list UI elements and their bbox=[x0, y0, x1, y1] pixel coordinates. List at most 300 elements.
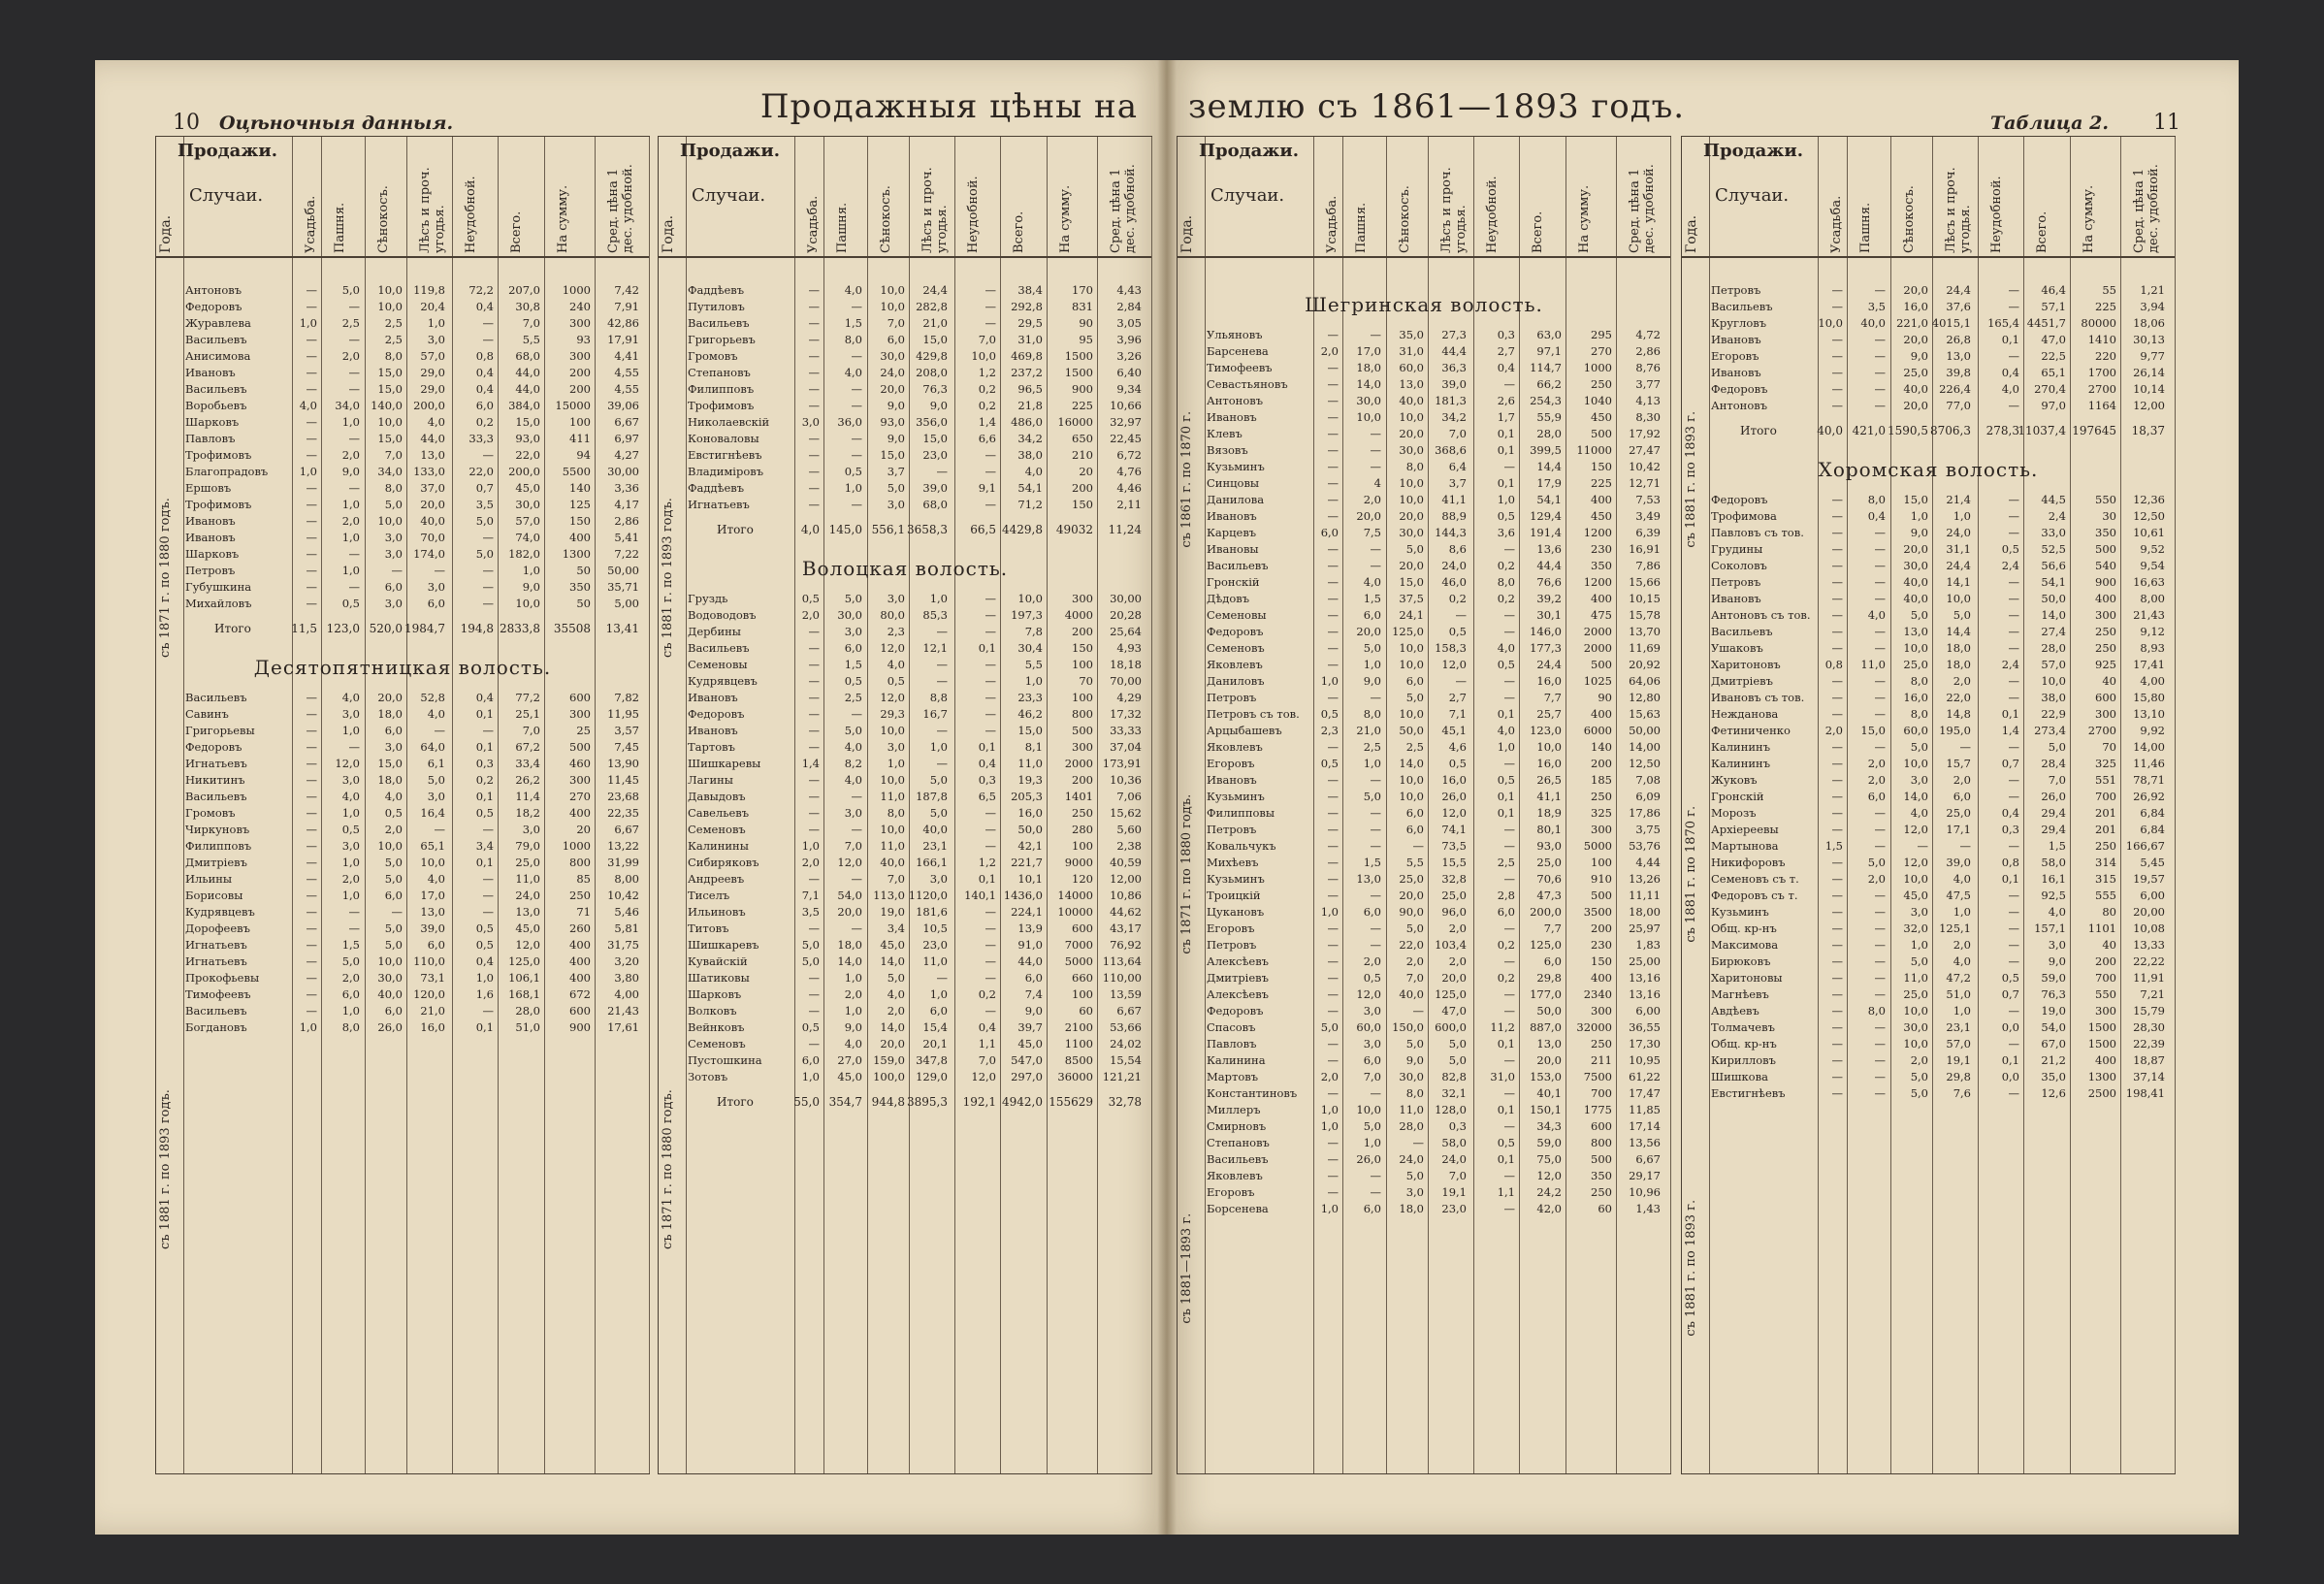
cell-value: 146,0 bbox=[1530, 625, 1562, 638]
period-label: съ 1881 г. по 1893 г. bbox=[1684, 1200, 1698, 1338]
cell-value: 282,8 bbox=[916, 300, 948, 313]
cell-value: — bbox=[1327, 592, 1339, 605]
cell-value: 5000 bbox=[1064, 954, 1093, 968]
cell-value: 600,0 bbox=[1435, 1020, 1467, 1034]
cell-value: 1200 bbox=[1583, 526, 1612, 539]
cell-value: 1,0 bbox=[1497, 493, 1515, 506]
total-value: 32,78 bbox=[1108, 1095, 1142, 1109]
table-row bbox=[156, 690, 649, 706]
case-name: Севастьяновъ bbox=[1207, 377, 1288, 391]
cell-value: 1,0 bbox=[844, 481, 862, 495]
cell-value: 6,0 bbox=[384, 889, 403, 902]
table-row bbox=[1682, 789, 2175, 805]
cell-value: 10,0 bbox=[1356, 410, 1381, 424]
cell-value: 15,0 bbox=[922, 333, 948, 346]
table-row bbox=[1682, 1069, 2175, 1085]
cell-value: — bbox=[1874, 674, 1886, 688]
cell-value: 300 bbox=[1591, 823, 1612, 836]
table-row bbox=[156, 739, 649, 756]
cell-value: 68,0 bbox=[922, 498, 948, 511]
cell-value: — bbox=[1874, 938, 1886, 952]
cell-value: 4,00 bbox=[614, 987, 639, 1001]
cell-value: 74,1 bbox=[1441, 823, 1467, 836]
cell-value: 0,4 bbox=[475, 382, 494, 396]
cell-value: 5,41 bbox=[614, 531, 639, 544]
case-name: Егоровъ bbox=[1207, 921, 1255, 935]
cell-value: 555 bbox=[2095, 889, 2116, 902]
cell-value: 77,0 bbox=[1946, 399, 1971, 412]
cell-value: 82,8 bbox=[1441, 1070, 1467, 1083]
cell-value: 550 bbox=[2095, 493, 2116, 506]
cell-value: — bbox=[1874, 1086, 1886, 1100]
cell-value: 44,0 bbox=[515, 382, 540, 396]
table-row bbox=[156, 464, 649, 480]
cell-value: 40,0 bbox=[1399, 987, 1424, 1001]
table-row bbox=[156, 348, 649, 365]
cell-value: 0,2 bbox=[1497, 938, 1515, 952]
cell-value: 29,3 bbox=[880, 707, 905, 721]
cell-value: 1,4 bbox=[801, 757, 820, 770]
cell-value: 6000 bbox=[1583, 724, 1612, 737]
cell-value: — bbox=[808, 823, 820, 836]
cell-value: 76,6 bbox=[1536, 575, 1562, 589]
case-name: Калининъ bbox=[1711, 740, 1771, 754]
cell-value: 13,16 bbox=[1629, 971, 1661, 985]
cell-value: 0,7 bbox=[2001, 757, 2019, 770]
case-name: Шишкова bbox=[1711, 1070, 1768, 1083]
table-row bbox=[1178, 904, 1670, 921]
cell-value: 119,8 bbox=[413, 283, 445, 297]
cell-value: 1025 bbox=[1583, 674, 1612, 688]
cell-value: 3,4 bbox=[475, 839, 494, 853]
cell-value: — bbox=[348, 740, 360, 754]
cell-value: 181,6 bbox=[916, 905, 948, 919]
cell-value: 250 bbox=[2095, 625, 2116, 638]
cell-value: 12,0 bbox=[1536, 1169, 1562, 1182]
cell-value: — bbox=[1874, 806, 1886, 820]
cell-value: 2,7 bbox=[1448, 691, 1467, 704]
cell-value: — bbox=[1831, 1004, 1843, 1018]
cell-value: 150 bbox=[1072, 498, 1093, 511]
cell-value: 2,0 bbox=[1867, 757, 1886, 770]
cell-value: 250 bbox=[2095, 641, 2116, 655]
cases-heading: Случаи. bbox=[1210, 185, 1285, 206]
case-name: Губушкина bbox=[185, 580, 252, 594]
cell-value: 8,0 bbox=[1405, 1086, 1424, 1100]
case-name: Игнатьевъ bbox=[185, 954, 247, 968]
table-row bbox=[1178, 723, 1670, 739]
cell-value: — bbox=[306, 432, 317, 445]
cell-value: 0,1 bbox=[1497, 1103, 1515, 1116]
case-name: Никитинъ bbox=[185, 773, 245, 787]
cell-value: 40,0 bbox=[1903, 592, 1928, 605]
cell-value: 300 bbox=[569, 707, 591, 721]
cell-value: 200 bbox=[1072, 481, 1093, 495]
cell-value: 225 bbox=[1591, 476, 1612, 490]
table-row bbox=[1682, 525, 2175, 541]
case-name: Грудины bbox=[1711, 542, 1763, 556]
cell-value: 5,0 bbox=[1405, 1169, 1424, 1182]
cell-value: 221,7 bbox=[1011, 856, 1043, 869]
case-name: Ильиновъ bbox=[688, 905, 746, 919]
cell-value: 24,0 bbox=[1946, 526, 1971, 539]
cell-value: — bbox=[808, 971, 820, 985]
case-name: Павловъ bbox=[1207, 1037, 1257, 1051]
table-row bbox=[659, 970, 1151, 986]
cell-value: 30,0 bbox=[377, 971, 403, 985]
cell-value: 250 bbox=[1591, 1185, 1612, 1199]
table-row bbox=[659, 805, 1151, 822]
case-name: Владиміровъ bbox=[688, 465, 764, 478]
cell-value: 211 bbox=[1591, 1053, 1612, 1067]
cell-value: 29,0 bbox=[420, 366, 445, 379]
cell-value: 10,0 bbox=[377, 283, 403, 297]
table-row bbox=[659, 447, 1151, 464]
cell-value: — bbox=[434, 564, 445, 577]
period-label: съ 1871 г. по 1880 годъ. bbox=[661, 1089, 675, 1250]
cell-value: 15,0 bbox=[1860, 724, 1886, 737]
cell-value: 1,21 bbox=[2140, 283, 2165, 297]
cell-value: 2,0 bbox=[887, 1004, 905, 1018]
cell-value: — bbox=[1503, 1004, 1515, 1018]
cell-value: 67,0 bbox=[2041, 1037, 2066, 1051]
cell-value: 15,4 bbox=[922, 1020, 948, 1034]
cell-value: — bbox=[1455, 608, 1467, 622]
table-row bbox=[1682, 921, 2175, 937]
table-row bbox=[1178, 756, 1670, 772]
left-section-title: Оцѣночныя данныя. bbox=[219, 113, 454, 134]
cell-value: 500 bbox=[2095, 542, 2116, 556]
cell-value: 68,0 bbox=[515, 349, 540, 363]
cell-value: 91,0 bbox=[1017, 938, 1043, 952]
cell-value: 12,0 bbox=[837, 856, 862, 869]
cell-value: — bbox=[808, 300, 820, 313]
cell-value: — bbox=[306, 498, 317, 511]
cell-value: — bbox=[306, 757, 317, 770]
cell-value: 5,5 bbox=[1405, 856, 1424, 869]
cell-value: 113,64 bbox=[1102, 954, 1142, 968]
cell-value: — bbox=[1370, 823, 1381, 836]
cell-value: 16,0 bbox=[1903, 300, 1928, 313]
case-name: Толмачевъ bbox=[1711, 1020, 1775, 1034]
cell-value: 800 bbox=[1591, 1136, 1612, 1149]
cell-value: 5,0 bbox=[384, 938, 403, 952]
table-row bbox=[1178, 805, 1670, 822]
cases-heading: Случаи. bbox=[692, 185, 766, 206]
cell-value: — bbox=[1831, 856, 1843, 869]
table-row bbox=[1178, 409, 1670, 426]
cell-value: 2,0 bbox=[341, 872, 360, 886]
cell-value: — bbox=[984, 592, 996, 605]
cell-value: — bbox=[984, 674, 996, 688]
cell-value: 73,1 bbox=[420, 971, 445, 985]
cell-value: 15,0 bbox=[377, 366, 403, 379]
cell-value: 0,5 bbox=[2001, 971, 2019, 985]
case-name: Петровъ bbox=[1207, 691, 1257, 704]
cell-value: 45,0 bbox=[515, 481, 540, 495]
cell-value: 20,0 bbox=[420, 498, 445, 511]
case-name: Федоровъ bbox=[1711, 493, 1768, 506]
cell-value: — bbox=[1327, 921, 1339, 935]
cell-value: 85,3 bbox=[922, 608, 948, 622]
cell-value: 11,91 bbox=[2133, 971, 2165, 985]
cell-value: — bbox=[1327, 1136, 1339, 1149]
cell-value: 23,68 bbox=[607, 790, 639, 803]
cell-value: 0,8 bbox=[1824, 658, 1843, 671]
cell-value: — bbox=[1831, 300, 1843, 313]
cell-value: — bbox=[1327, 608, 1339, 622]
cell-value: 52,8 bbox=[420, 691, 445, 704]
table-row bbox=[156, 855, 649, 871]
cell-value: — bbox=[348, 580, 360, 594]
sales-heading: Продажи. bbox=[1199, 141, 1300, 161]
cell-value: 63,0 bbox=[1536, 328, 1562, 341]
case-name: Ивановъ bbox=[1711, 333, 1761, 346]
case-name: Павловъ bbox=[185, 432, 236, 445]
total-value: 944,8 bbox=[871, 1095, 905, 1109]
total-value: 11,24 bbox=[1108, 523, 1142, 536]
cell-value: 0,2 bbox=[978, 382, 996, 396]
cell-value: 0,5 bbox=[1497, 773, 1515, 787]
cell-value: 0,5 bbox=[1497, 658, 1515, 671]
case-name: Ивановъ bbox=[1207, 509, 1257, 523]
cell-value: 0,2 bbox=[1497, 592, 1515, 605]
cell-value: 3,0 bbox=[341, 707, 360, 721]
cell-value: 6,0 bbox=[1543, 954, 1562, 968]
cell-value: 70,00 bbox=[1110, 674, 1142, 688]
cell-value: 200 bbox=[2095, 954, 2116, 968]
cell-value: 20,92 bbox=[1629, 658, 1661, 671]
cell-value: 2,5 bbox=[1405, 740, 1424, 754]
cell-value: 6,0 bbox=[929, 1004, 948, 1018]
cell-value: 53,76 bbox=[1629, 839, 1661, 853]
cell-value: 10000 bbox=[1057, 905, 1093, 919]
table-row bbox=[156, 563, 649, 579]
cell-value: 14,00 bbox=[2133, 740, 2165, 754]
case-name: Евстигнѣевъ bbox=[688, 448, 762, 462]
cell-value: 0,2 bbox=[978, 399, 996, 412]
cell-value: — bbox=[1503, 872, 1515, 886]
volost-title: Десятопятницкая волость. bbox=[253, 656, 552, 679]
total-value: 55,0 bbox=[793, 1095, 820, 1109]
cell-value: 400 bbox=[1591, 707, 1612, 721]
cell-value: 10,0 bbox=[1017, 592, 1043, 605]
case-name: Калинина bbox=[1207, 1053, 1266, 1067]
cell-value: 1120,0 bbox=[908, 889, 948, 902]
cell-value: 16,91 bbox=[1629, 542, 1661, 556]
cell-value: 51,0 bbox=[515, 1020, 540, 1034]
cell-value: 0,4 bbox=[2001, 366, 2019, 379]
cell-value: 7,0 bbox=[1405, 971, 1424, 985]
table-row bbox=[156, 513, 649, 530]
case-name: Шарковъ bbox=[185, 547, 240, 561]
cell-value: 6,39 bbox=[1635, 526, 1661, 539]
cell-value: 106,1 bbox=[508, 971, 540, 985]
table-row bbox=[1682, 381, 2175, 398]
cell-value: 10,0 bbox=[1399, 773, 1424, 787]
cell-value: 3,96 bbox=[1116, 333, 1142, 346]
total-value: 278,3 bbox=[1985, 424, 2019, 437]
table-row bbox=[1682, 756, 2175, 772]
cell-value: — bbox=[1831, 905, 1843, 919]
total-value: 123,0 bbox=[326, 622, 360, 635]
cell-value: 125,0 bbox=[1435, 987, 1467, 1001]
cell-value: — bbox=[482, 597, 494, 610]
cell-value: 93 bbox=[576, 333, 591, 346]
cell-value: — bbox=[1370, 559, 1381, 572]
cell-value: 41,1 bbox=[1536, 790, 1562, 803]
cell-value: — bbox=[984, 806, 996, 820]
cell-value: 250 bbox=[1591, 790, 1612, 803]
cell-value: — bbox=[1327, 790, 1339, 803]
table-row bbox=[659, 315, 1151, 332]
cell-value: 0,1 bbox=[1497, 443, 1515, 457]
cell-value: 7,45 bbox=[614, 740, 639, 754]
case-name: Петровъ bbox=[1207, 938, 1257, 952]
cell-value: 153,0 bbox=[1530, 1070, 1562, 1083]
table-row bbox=[1682, 838, 2175, 855]
cell-value: 33,33 bbox=[1110, 724, 1142, 737]
cell-value: 17,47 bbox=[1629, 1086, 1661, 1100]
cell-value: 32,0 bbox=[1903, 921, 1928, 935]
table-row bbox=[1178, 607, 1670, 624]
case-name: Антоновъ съ тов. bbox=[1711, 608, 1811, 622]
table-row bbox=[156, 706, 649, 723]
cell-value: 25,1 bbox=[515, 707, 540, 721]
cell-value: 14,8 bbox=[1946, 707, 1971, 721]
cell-value: 47,0 bbox=[1441, 1004, 1467, 1018]
cell-value: — bbox=[2008, 921, 2019, 935]
cell-value: 22,45 bbox=[1110, 432, 1142, 445]
cell-value: 0,5 bbox=[2001, 542, 2019, 556]
case-name: Васильевъ bbox=[1711, 625, 1773, 638]
cell-value: 0,1 bbox=[978, 872, 996, 886]
case-name: Тимофеевъ bbox=[185, 987, 251, 1001]
table-row bbox=[659, 381, 1151, 398]
cell-value: 0,4 bbox=[475, 954, 494, 968]
cell-value: — bbox=[2008, 399, 2019, 412]
table-row bbox=[659, 1052, 1151, 1069]
cell-value: 3,0 bbox=[384, 531, 403, 544]
cell-value: 2,8 bbox=[1497, 889, 1515, 902]
cell-value: 2,0 bbox=[341, 349, 360, 363]
cell-value: — bbox=[1831, 823, 1843, 836]
cell-value: 92,5 bbox=[2041, 889, 2066, 902]
cell-value: 15,79 bbox=[2133, 1004, 2165, 1018]
cell-value: — bbox=[808, 724, 820, 737]
cell-value: 18,87 bbox=[2133, 1053, 2165, 1067]
cell-value: 250 bbox=[1591, 377, 1612, 391]
cell-value: 200,0 bbox=[508, 465, 540, 478]
cell-value: — bbox=[306, 415, 317, 429]
table-row bbox=[1178, 558, 1670, 574]
cell-value: — bbox=[984, 608, 996, 622]
cell-value: 1300 bbox=[2087, 1070, 2116, 1083]
case-name: Евстигнѣевъ bbox=[1711, 1086, 1786, 1100]
cell-value: 0,1 bbox=[1497, 1152, 1515, 1166]
cell-value: 45,0 bbox=[880, 938, 905, 952]
cell-value: 5,0 bbox=[1448, 1053, 1467, 1067]
table-row bbox=[659, 640, 1151, 657]
table-row bbox=[659, 282, 1151, 299]
cell-value: 292,8 bbox=[1011, 300, 1043, 313]
cell-value: 1,6 bbox=[475, 987, 494, 1001]
right-running-head bbox=[1990, 111, 2180, 135]
cell-value: 4,0 bbox=[887, 987, 905, 1001]
cell-value: 20,0 bbox=[1903, 333, 1928, 346]
cell-value: — bbox=[1831, 1086, 1843, 1100]
cell-value: 4,29 bbox=[1116, 691, 1142, 704]
cell-value: 11,2 bbox=[1490, 1020, 1515, 1034]
cell-value: 110,0 bbox=[413, 954, 445, 968]
cell-value: — bbox=[1327, 427, 1339, 440]
cell-value: 57,0 bbox=[2041, 658, 2066, 671]
cell-value: 1,0 bbox=[299, 465, 317, 478]
cell-value: 29,0 bbox=[420, 382, 445, 396]
cell-value: 3,0 bbox=[844, 625, 862, 638]
cell-value: 5,0 bbox=[887, 481, 905, 495]
cell-value: 469,8 bbox=[1011, 349, 1043, 363]
cell-value: 225 bbox=[2095, 300, 2116, 313]
cell-value: — bbox=[1831, 625, 1843, 638]
cell-value: 28,30 bbox=[2133, 1020, 2165, 1034]
cell-value: 4,17 bbox=[614, 498, 639, 511]
cell-value: 400 bbox=[569, 971, 591, 985]
cell-value: 20,0 bbox=[1903, 542, 1928, 556]
cell-value: — bbox=[1917, 839, 1928, 853]
cell-value: 59,0 bbox=[2041, 971, 2066, 985]
cell-value: 10,15 bbox=[1629, 592, 1661, 605]
cell-value: — bbox=[1327, 509, 1339, 523]
cell-value: 20,0 bbox=[837, 905, 862, 919]
cell-value: 429,8 bbox=[916, 349, 948, 363]
cell-value: 200 bbox=[1072, 625, 1093, 638]
cell-value: — bbox=[2008, 674, 2019, 688]
cell-value: 27,3 bbox=[1441, 328, 1467, 341]
cell-value: 17,30 bbox=[1629, 1037, 1661, 1051]
cell-value: 5,0 bbox=[1405, 542, 1424, 556]
cell-value: 0,7 bbox=[2001, 987, 2019, 1001]
cell-value: 0,5 bbox=[1320, 757, 1339, 770]
cell-value: 50 bbox=[576, 597, 591, 610]
cell-value: 36,3 bbox=[1441, 361, 1467, 374]
case-name: Кругловъ bbox=[1711, 316, 1767, 330]
cell-value: 10,0 bbox=[971, 349, 996, 363]
cell-value: 5,0 bbox=[384, 872, 403, 886]
case-name: Благопрадовъ bbox=[185, 465, 269, 478]
cell-value: 174,0 bbox=[413, 547, 445, 561]
case-name: Ивановъ bbox=[1711, 366, 1761, 379]
cell-value: 23,1 bbox=[1946, 1020, 1971, 1034]
table-row bbox=[1178, 1168, 1670, 1184]
cell-value: 47,2 bbox=[1946, 971, 1971, 985]
cell-value: 350 bbox=[1591, 1169, 1612, 1182]
cell-value: 2,6 bbox=[1497, 394, 1515, 407]
volost-title: Волоцкая волость. bbox=[801, 557, 1009, 580]
column-header: Сред. цѣна 1 дес. удобной. bbox=[2132, 164, 2161, 253]
cell-value: 11,46 bbox=[2133, 757, 2165, 770]
table-row bbox=[1178, 1184, 1670, 1201]
cell-value: 5,0 bbox=[1320, 1020, 1339, 1034]
cell-value: 10,0 bbox=[377, 839, 403, 853]
cell-value: 10,42 bbox=[1629, 460, 1661, 473]
cell-value: — bbox=[1831, 872, 1843, 886]
table-row bbox=[1178, 475, 1670, 492]
cell-value: 10,0 bbox=[1399, 493, 1424, 506]
case-name: Андреевъ bbox=[688, 872, 745, 886]
cell-value: — bbox=[306, 597, 317, 610]
cell-value: 4,93 bbox=[1116, 641, 1142, 655]
